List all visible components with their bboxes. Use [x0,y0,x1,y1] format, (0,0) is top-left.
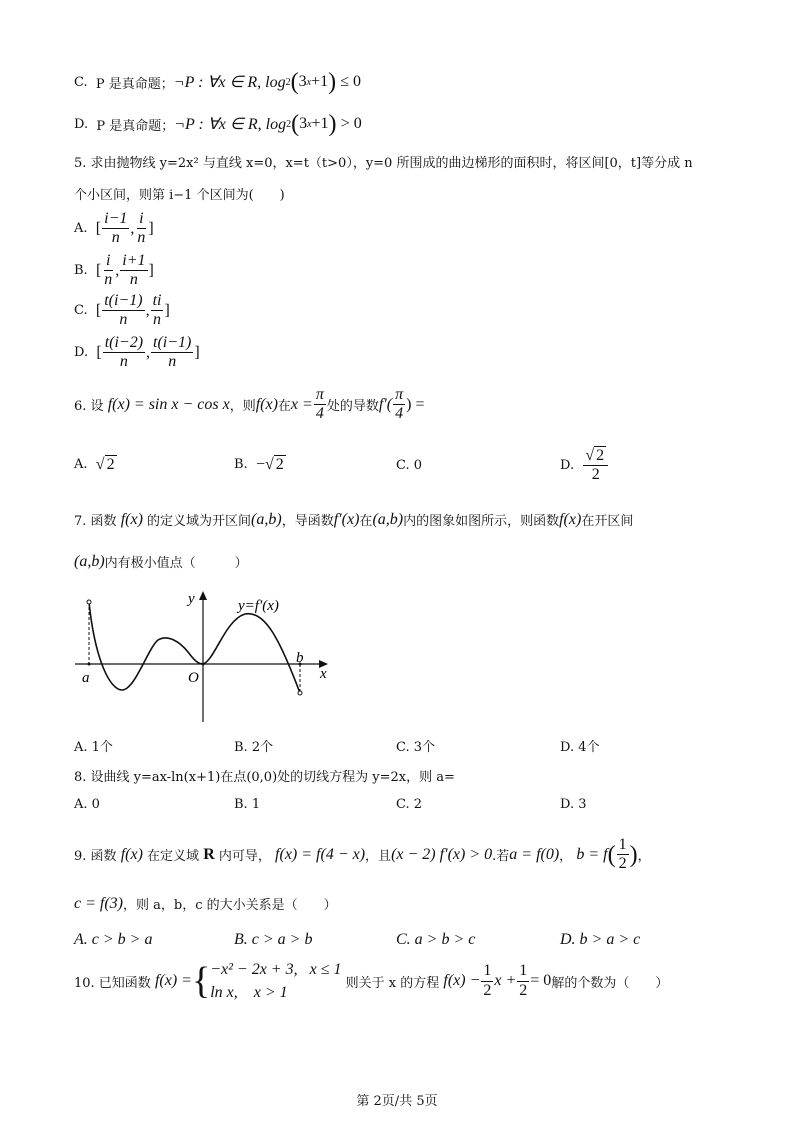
inner-base: 3 [299,115,308,132]
c-definition: c = f(3) [74,894,123,912]
fraction: $\frac{t(i-2)}{n}$ [104,334,144,371]
q9-line1 [74,836,651,874]
option-label: C. [74,303,88,319]
option-label: A. [74,221,88,237]
option-tail: ≤ 0 [340,73,361,90]
pi-over-four: $\frac{\pi}{4}$ [315,386,324,423]
q9-line2 [74,894,337,913]
stem-text: 在 [277,399,291,415]
stem-text: 则关于 x 的方程 [345,975,440,991]
stem-text: 在定义域 [147,849,200,865]
endpoint-a [87,600,91,604]
inner-base: 3 [298,73,307,90]
stem-text: 内可导， [218,849,271,865]
stem-text: .若 [492,849,510,865]
origin-point [202,663,205,666]
stem-text: ， [637,849,651,865]
log-base: 2 [286,118,292,130]
q8-option-b: B. 1 [234,797,261,812]
q4-option-c [74,70,361,94]
fraction: $\frac{t(i-1)}{n}$ [153,334,192,371]
q5-line2: 个小区间，则第 i−1 个区间为( ) [74,188,285,203]
equation-part: x + [494,972,517,990]
q7-option-d: D. 4个 [560,740,600,755]
a-definition: a = f(0) [509,845,560,863]
inequality: (x − 2) f′(x) > 0 [391,845,493,863]
q7-option-b: B. 2个 [234,740,274,755]
option-math: ¬P : ∀x ∈ R, log [174,116,287,133]
option-label: A. [74,457,88,472]
right-paren: ) [629,841,638,868]
derivative-close: ) = [406,395,425,413]
stem-text: ， [559,849,573,865]
fraction: $\frac{i}{n}$ [137,210,146,247]
function-name: f(x) [120,510,143,528]
sqrt-two-over-two: √ 2 2 [583,446,608,485]
interval: (a,b) [74,552,105,570]
derivative: f′( [378,395,393,413]
option-label: C. [74,74,88,90]
q9-option-c: C. a > b > c [396,931,476,948]
q9-option-a: A. c > b > a [74,931,153,948]
sqrt: √ 2 [95,456,115,473]
option-label: D. [560,457,575,473]
stem-text: 在开区间 [581,514,634,529]
stem-text: ，导函数 [281,514,334,529]
q7-line2 [74,552,248,571]
q8-option-d: D. 3 [560,797,587,812]
q5-option-c: C. [ $\frac{t(i-1)}{n}$ , $\frac{ti}{n}$ ] [74,292,170,329]
function-name: f(x) = [154,972,192,990]
left-paren: ( [291,111,300,137]
option-label: B. [74,263,88,279]
plus-one: +1 [311,73,329,90]
one-half: $\frac{1}{2}$ [519,962,528,999]
piecewise-brace: { [191,960,211,1003]
real-set: R [203,845,215,863]
fraction: $\frac{i-1}{n}$ [104,210,128,247]
a-label: a [82,670,90,686]
exponent: x [307,118,312,130]
y-axis-label: y [188,591,195,607]
right-paren: ) [328,111,337,137]
page-footer: 第 2页/共 5页 [356,1094,438,1109]
x-equals: x = [290,395,313,413]
q6-option-d [560,446,609,485]
stem-text: 的定义域为开区间 [147,514,252,529]
stem-text: 内有极小值点（ ） [104,556,248,571]
q9-option-d: D. b > a > c [560,931,641,948]
symmetry-equation: f(x) = f(4 − x) [275,845,366,863]
sqrt: √ 2 [264,456,284,473]
q8-stem: 8. 设曲线 y=ax-ln(x+1)在点(0,0)处的切线方程为 y=2x，则 a= [74,770,455,785]
q8-option-c: C. 2 [396,797,423,812]
stem-text: 在 [359,514,373,529]
option-label: D. [74,116,89,132]
stem-text: 10. 已知函数 [74,975,151,991]
piecewise-cases [210,958,341,1004]
q5-line1: 5. 求由抛物线 y=2x² 与直线 x=0，x=t（t>0），y=0 所围成的曲边梯形的面积时，将区间[0，t]等分成 n [74,156,693,171]
function-name: f(x) [559,510,582,528]
point-a-marker [88,663,91,666]
stem-text: 6. 设 [74,399,104,415]
q10-stem [74,958,668,1004]
left-paren: ( [290,69,299,95]
option-label: B. [234,457,248,472]
b-definition: b = f [576,845,608,863]
log-base: 2 [285,76,291,88]
fraction: $\frac{i}{n}$ [104,252,113,289]
b-label: b [296,650,304,666]
one-half: $\frac{1}{2}$ [618,836,627,873]
minus-sign: − [255,455,265,473]
interval: (a,b) [251,510,282,528]
option-text: P 是真命题； [96,118,175,134]
q6-option-c [396,458,422,473]
curve-label: y=f′(x) [238,598,279,614]
q6-stem [74,386,425,424]
derivative-graph [70,590,340,725]
q9-option-b: B. c > a > b [234,931,313,948]
equation-part: f(x) − [443,972,481,990]
option-label: D. [74,345,89,361]
option-tail: > 0 [340,115,362,132]
q4-option-d [74,112,362,136]
one-half: $\frac{1}{2}$ [483,962,492,999]
case-1: −x² − 2x + 3, x ≤ 1 [210,961,342,978]
case-2: ln x, x > 1 [210,984,288,1002]
pi-over-four: $\frac{\pi}{4}$ [395,386,404,423]
q5-option-d: D. [ $\frac{t(i-2)}{n}$ , $\frac{t(i-1)}{n}$ ] [74,334,200,371]
q6-option-a [74,455,117,474]
function-name: f(x) [255,395,278,413]
derivative: f′(x) [333,510,360,528]
stem-text: 解的个数为（ ） [551,975,669,991]
option-text: P 是真命题； [95,76,174,92]
fraction: $\frac{ti}{n}$ [152,292,162,329]
plus-one: +1 [311,115,329,132]
function-def: f(x) = sin x − cos x [107,395,230,413]
right-paren: ) [328,69,337,95]
q5-option-a: A. [ $\frac{i-1}{n}$ , $\frac{i}{n}$ ] [74,210,154,247]
q5-option-b: B. [ $\frac{i}{n}$ , $\frac{i+1}{n}$ ] [74,252,154,289]
origin-label: O [188,670,199,686]
q7-option-c: C. 3个 [396,740,436,755]
q6-option-b [234,455,286,474]
equation-part: = 0 [530,972,552,990]
stem-text: 9. 函数 [74,849,117,865]
exponent: x [306,76,312,88]
left-paren: ( [607,841,616,868]
stem-text: ，且 [365,849,392,865]
interval: (a,b) [372,510,404,528]
x-axis-label: x [320,666,327,682]
function-name: f(x) [120,845,143,863]
endpoint-b [298,691,302,695]
stem-text: ，则 [229,399,256,415]
option-label: C. [396,458,410,473]
stem-text: 7. 函数 [74,514,117,529]
stem-text: 处的导数 [326,399,379,415]
y-axis-arrow [199,591,207,600]
q8-option-a: A. 0 [74,797,100,812]
stem-text: 内的图象如图所示，则函数 [403,514,560,529]
q7-line1 [74,510,633,529]
fraction: $\frac{t(i-1)}{n}$ [104,292,143,329]
q7-option-a: A. 1个 [74,740,113,755]
stem-text: ，则 a，b，c 的大小关系是（ ） [123,898,337,913]
option-math: ¬P : ∀x ∈ R, log [173,74,286,91]
fraction: $\frac{i+1}{n}$ [122,252,146,289]
option-value: 0 [413,458,423,473]
